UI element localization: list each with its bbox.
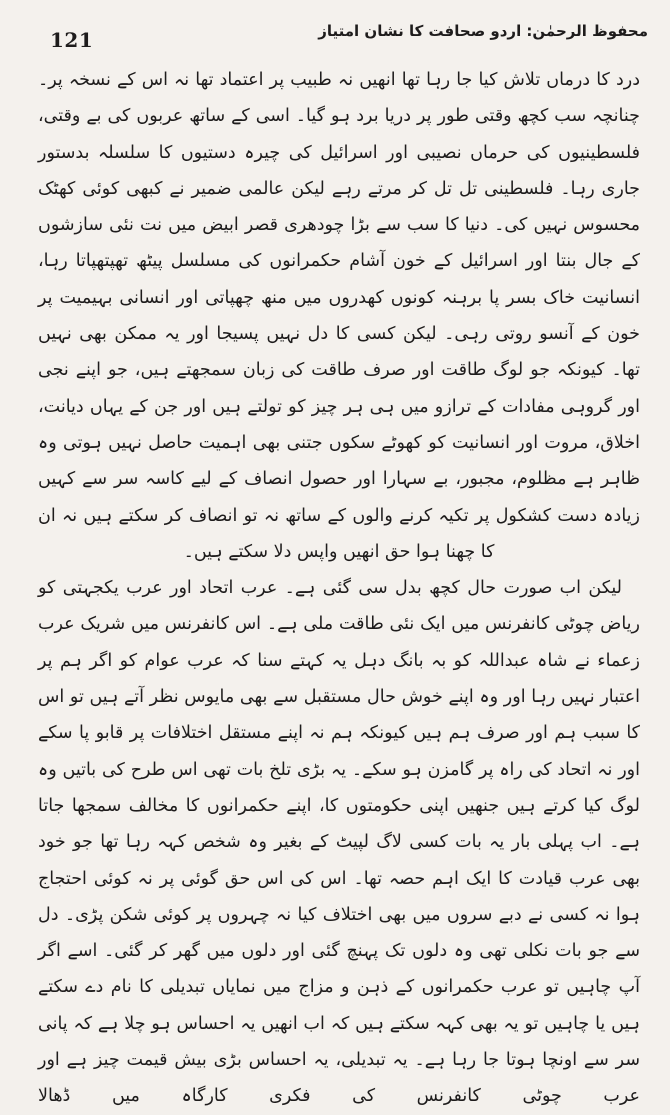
page-number: 121 <box>50 28 94 52</box>
paragraph-1: درد کا درماں تلاش کیا جا رہا تھا انھیں نہ طبیب پر اعتماد تھا نہ اس کے نسخہ پر۔ چنانچہ سب کچھ وقتی طور پر دریا برد ہو گیا۔ اسی کے ساتھ عربوں کی بے وقتی، فلسطینیوں کی حرماں نصیبی اور اسرائیل کی چیرہ دستیوں کا سلسلہ بدستور جاری رہا۔ فلسطینی تل تل کر مرتے رہے لیکن عالمی ضمیر نے کبھی کوئی کھٹک محسوس نہیں کی۔ دنیا کا سب سے بڑا چودھری قصر ابیض میں نت نئی سازشوں کے جال بنتا اور اسرائیل کے خون آشام حکمرانوں کی مسلسل پیٹھ تھپتھپاتا رہا، انسانیت خاک بسر پا برہنہ کونوں کھدروں میں منھ چھپاتی اور انسانی بہیمیت پر خون کے آنسو روتی رہی۔ لیکن کسی کا دل نہیں پسیجا اور یہ ممکن بھی نہیں تھا۔ کیونکہ جو لوگ طاقت اور صرف طاقت کی زبان سمجھتے ہیں، جو اپنے نجی اور گروہی مفادات کے ترازو میں ہی ہر چیز کو تولتے ہیں اور جن کے یہاں دیانت، اخلاق، مروت اور انسانیت کو کھوٹے سکوں جتنی بھی اہمیت حاصل نہیں ہوتی وہ ظاہر ہے مظلوم، مجبور، بے سہارا اور حصول انصاف کے لیے کاسہ سر سے کہیں زیادہ دست کشکول پر تکیہ کرنے والوں کے ساتھ نہ تو انصاف کر سکتے ہیں نہ ان کا چھنا ہوا حق انھیں واپس دلا سکتے ہیں۔ <box>38 70 640 562</box>
running-head: محفوظ الرحمٰن: اردو صحافت کا نشان امتیاز <box>318 22 648 40</box>
body-text <box>38 62 640 1115</box>
paragraph-2: لیکن اب صورت حال کچھ بدل سی گئی ہے۔ عرب اتحاد اور عرب یکجہتی کو ریاض چوٹی کانفرنس میں ایک نئی طاقت ملی ہے۔ اس کانفرنس میں شریک عرب زعماء نے شاہ عبداللہ کو بہ بانگ دہل یہ کہتے سنا کہ عرب عوام کو اگر ہم پر اعتبار نہیں رہا اور وہ اپنے خوش حال مستقبل سے بھی مایوس نظر آتے ہیں تو اس کا سبب ہم اور صرف ہم ہیں کیونکہ ہم نہ اپنے مستقل اختلافات پر قابو پا سکے اور نہ اتحاد کی راہ پر گامزن ہو سکے۔ یہ بڑی تلخ بات تھی اس طرح کی باتیں وہ لوگ کیا کرتے ہیں جنھیں اپنی حکومتوں کا، اپنے حکمرانوں کا مخالف سمجھا جاتا ہے۔ اب پہلی بار یہ بات کسی لاگ لپیٹ کے بغیر وہ شخص کہہ رہا تھا جو خود بھی عرب قیادت کا ایک اہم حصہ تھا۔ اس کی اس حق گوئی پر نہ کوئی احتجاج ہوا نہ کسی نے دبے سروں میں بھی اختلاف کیا نہ چہروں پر کوئی شکن پڑی۔ دل سے جو بات نکلی تھی وہ دلوں تک پہنچ گئی اور دلوں میں گھر کر گئی۔ اسے اگر آپ چاہیں تو عرب حکمرانوں کے ذہن و مزاج میں نمایاں تبدیلی کا نام دے سکتے ہیں یا چاہیں تو یہ بھی کہہ سکتے ہیں کہ اب انھیں یہ احساس ہو چلا ہے کہ پانی سر سے اونچا ہوتا جا رہا ہے۔ یہ تبدیلی، یہ احساس بڑی بیش قیمت چیز ہے اور عرب چوٹی کانفرنس کی فکری کارگاہ میں ڈھالا <box>38 578 640 1107</box>
page-header <box>50 22 648 56</box>
